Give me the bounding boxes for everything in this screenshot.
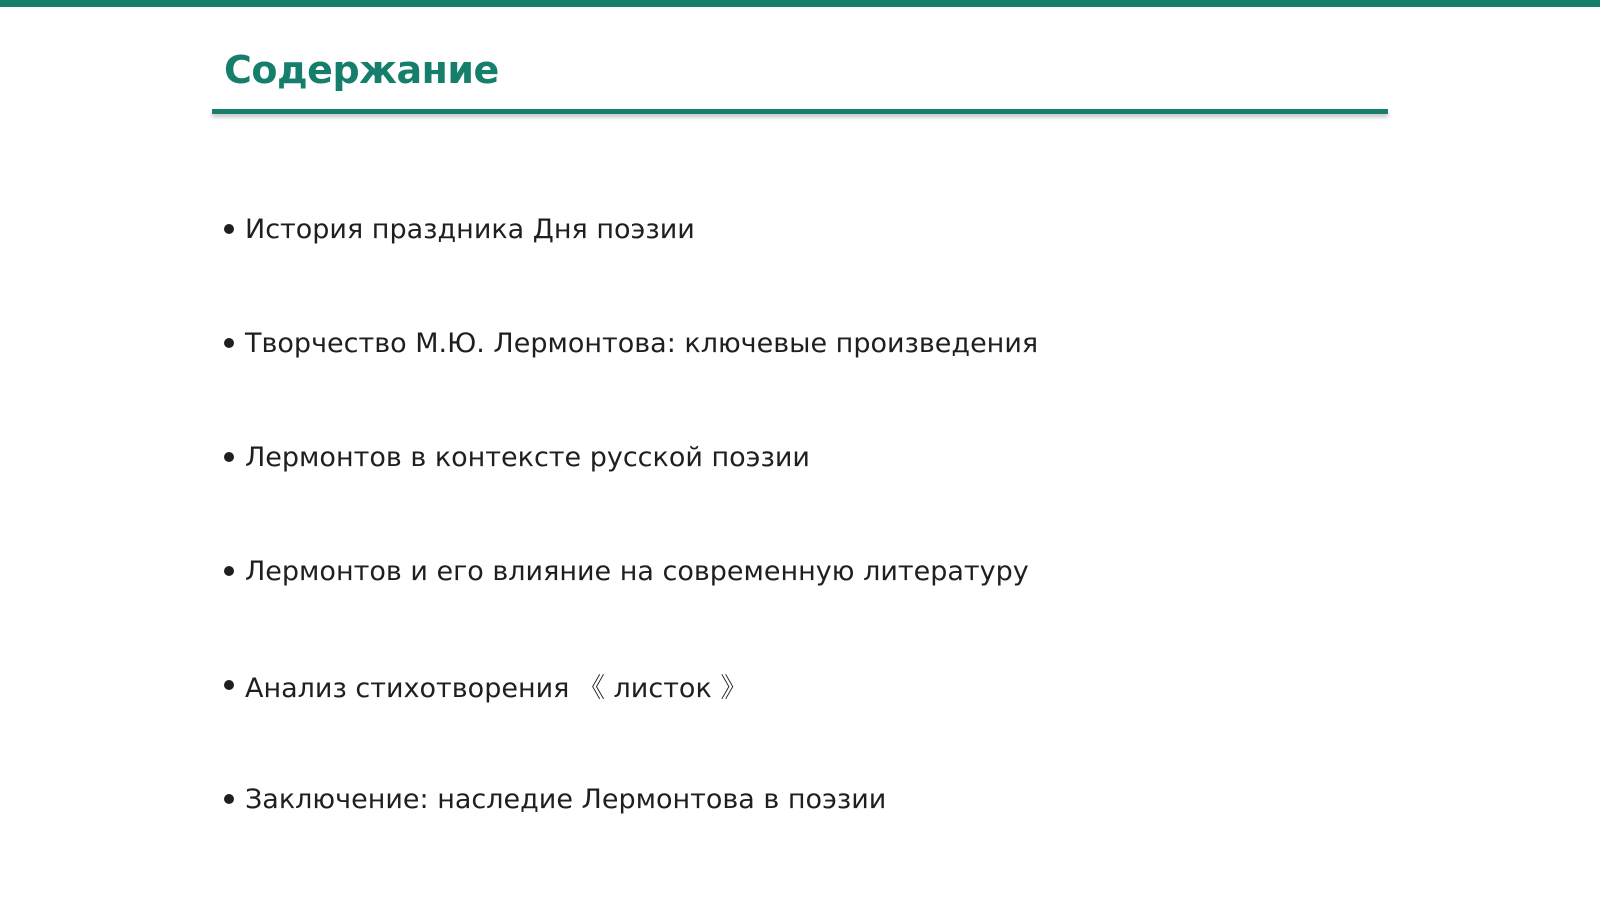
bullet-icon [224, 338, 234, 348]
list-item-label: Лермонтов и его влияние на современную литературу [245, 555, 1029, 587]
contents-list [224, 210, 1038, 894]
list-item-label: Творчество М.Ю. Лермонтова: ключевые произведения [245, 327, 1039, 359]
list-item [224, 780, 1038, 818]
bullet-icon [224, 224, 234, 234]
title-underline [212, 109, 1388, 114]
list-item-label: Лермонтов в контексте русской поэзии [245, 441, 810, 473]
list-item [224, 324, 1038, 362]
slide-title: Содержание [224, 48, 499, 92]
bullet-icon [224, 452, 234, 462]
bullet-icon [224, 794, 234, 804]
list-item [224, 210, 1038, 248]
top-accent-bar [0, 0, 1600, 7]
list-item-label: История праздника Дня поэзии [245, 213, 695, 245]
bullet-icon [224, 566, 234, 576]
bullet-icon [224, 680, 234, 690]
list-item-label: Анализ стихотворения 《 листок 》 [245, 672, 748, 704]
list-item [224, 666, 1038, 704]
list-item [224, 552, 1038, 590]
list-item [224, 438, 1038, 476]
list-item-label: Заключение: наследие Лермонтова в поэзии [245, 783, 887, 815]
